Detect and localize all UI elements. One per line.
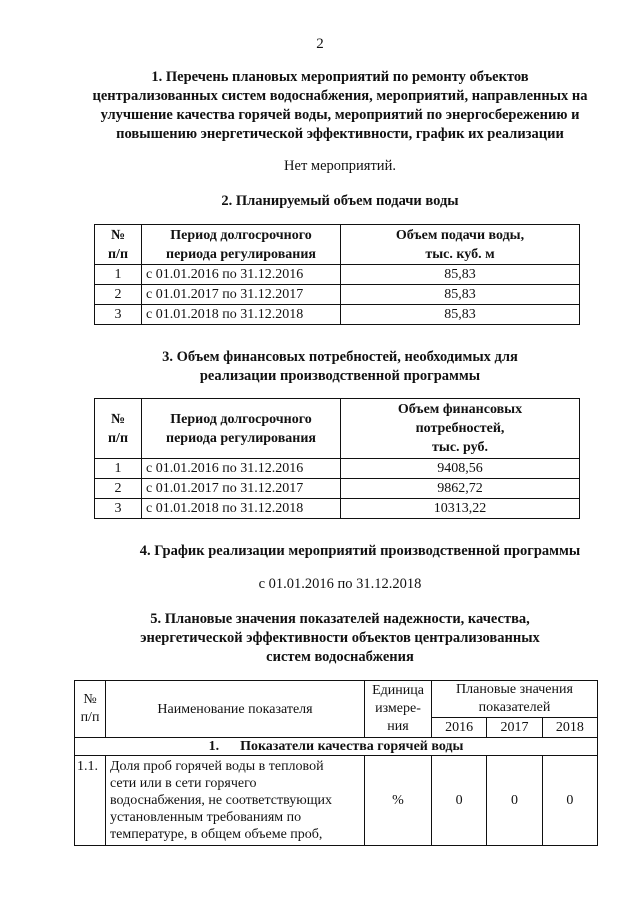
table-row [95, 459, 580, 479]
page-number: 2 [316, 36, 324, 52]
table-row [95, 285, 580, 305]
cell-value-2017: 0 [487, 756, 542, 846]
header-text: тыс. куб. м [425, 246, 495, 262]
header-text: п/п [107, 430, 129, 446]
financial-needs-table [94, 398, 580, 519]
header-text: показателей [478, 700, 551, 715]
section4-heading: 4. График реализации мероприятий производственной программы [139, 543, 581, 559]
section2-heading: 2. Планируемый объем подачи воды [221, 193, 459, 209]
header-text: № [110, 227, 126, 243]
section5-heading-line: энергетической эффективности объектов централизованных [140, 630, 540, 646]
cell-num: 3 [95, 499, 142, 519]
table-row [95, 305, 580, 325]
header-text: Период долгосрочного [170, 227, 312, 243]
cell-period: с 01.01.2018 по 31.12.2018 [142, 499, 341, 519]
table-header-row [75, 681, 598, 718]
section1-heading-line: улучшение качества горячей воды, мероприятий по энергосбережению и [100, 107, 580, 123]
cell-value: 10313,22 [341, 499, 580, 519]
header-text: Плановые значения [456, 682, 573, 697]
header-year: 2018 [542, 718, 597, 738]
cell-period: с 01.01.2017 по 31.12.2017 [142, 285, 341, 305]
section3-heading-line: 3. Объем финансовых потребностей, необходимых для [162, 349, 518, 365]
header-text: п/п [107, 246, 129, 262]
header-period [142, 225, 341, 265]
section5-heading-line: 5. Плановые значения показателей надежности, качества, [150, 611, 530, 627]
indicator-line: сети или в сети горячего [110, 776, 257, 791]
header-text: периода регулирования [166, 246, 316, 262]
group-number: 1. [208, 738, 220, 754]
table-row [95, 499, 580, 519]
cell-period: с 01.01.2018 по 31.12.2018 [142, 305, 341, 325]
header-text: Объем подачи воды, [395, 227, 525, 243]
section5-heading-line: систем водоснабжения [266, 649, 414, 665]
section1-heading [60, 68, 620, 144]
cell-period: с 01.01.2016 по 31.12.2016 [142, 459, 341, 479]
header-text: Единица [372, 683, 424, 698]
header-year: 2016 [432, 718, 487, 738]
cell-value: 9862,72 [341, 479, 580, 499]
table-row [95, 265, 580, 285]
indicator-line: Доля проб горячей воды в тепловой [110, 759, 324, 774]
header-text: периода регулирования [166, 430, 316, 446]
header-value [341, 225, 580, 265]
group-row [75, 738, 598, 756]
cell-num: 3 [95, 305, 142, 325]
header-text: Объем финансовых [397, 402, 523, 417]
header-text: № [110, 411, 126, 427]
header-num [95, 399, 142, 459]
section3-heading-line: реализации производственной программы [199, 368, 481, 384]
table-header-row [95, 399, 580, 459]
table-header-row [95, 225, 580, 265]
section4-text: с 01.01.2016 по 31.12.2018 [258, 576, 422, 592]
header-value [341, 399, 580, 459]
cell-indicator-name [106, 756, 365, 846]
header-num [75, 681, 106, 738]
indicator-line: температуре, в общем объеме проб, [110, 827, 323, 842]
cell-value: 9408,56 [341, 459, 580, 479]
header-planned [432, 681, 598, 718]
section1-heading-line: повышению энергетической эффективности, график их реализации [116, 126, 564, 142]
section5-heading [60, 610, 620, 667]
header-text: п/п [80, 710, 100, 725]
cell-num: 2 [95, 479, 142, 499]
cell-period: с 01.01.2017 по 31.12.2017 [142, 479, 341, 499]
header-text: Период долгосрочного [170, 411, 312, 427]
cell-value: 85,83 [341, 265, 580, 285]
cell-num: 1 [95, 459, 142, 479]
cell-value: 85,83 [341, 285, 580, 305]
indicator-line: установленным требованиям по [110, 810, 302, 825]
header-text: тыс. руб. [432, 440, 488, 455]
header-name: Наименование показателя [106, 681, 365, 738]
cell-value-2018: 0 [542, 756, 597, 846]
cell-num: 1.1. [75, 756, 106, 846]
group-label: Показатели качества горячей воды [240, 738, 464, 754]
header-period [142, 399, 341, 459]
section1-heading-line: централизованных систем водоснабжения, мероприятий, направленных на [92, 88, 588, 104]
header-num [95, 225, 142, 265]
group-title [75, 738, 598, 756]
indicators-table [74, 680, 598, 846]
header-text: потребностей, [415, 421, 505, 436]
indicator-line: водоснабжения, не соответствующих [110, 793, 332, 808]
section3-heading [60, 348, 620, 386]
header-text: измере- [375, 701, 421, 716]
cell-num: 2 [95, 285, 142, 305]
table-row [75, 756, 598, 846]
header-unit [365, 681, 432, 738]
cell-period: с 01.01.2016 по 31.12.2016 [142, 265, 341, 285]
water-volume-table [94, 224, 580, 325]
header-text: ния [387, 719, 409, 734]
section1-text: Нет мероприятий. [284, 158, 396, 174]
header-text: № [83, 692, 97, 707]
cell-value: 85,83 [341, 305, 580, 325]
cell-unit: % [365, 756, 432, 846]
table-row [95, 479, 580, 499]
section1-heading-line: 1. Перечень плановых мероприятий по ремонту объектов [151, 69, 529, 85]
cell-value-2016: 0 [432, 756, 487, 846]
header-year: 2017 [487, 718, 542, 738]
cell-num: 1 [95, 265, 142, 285]
